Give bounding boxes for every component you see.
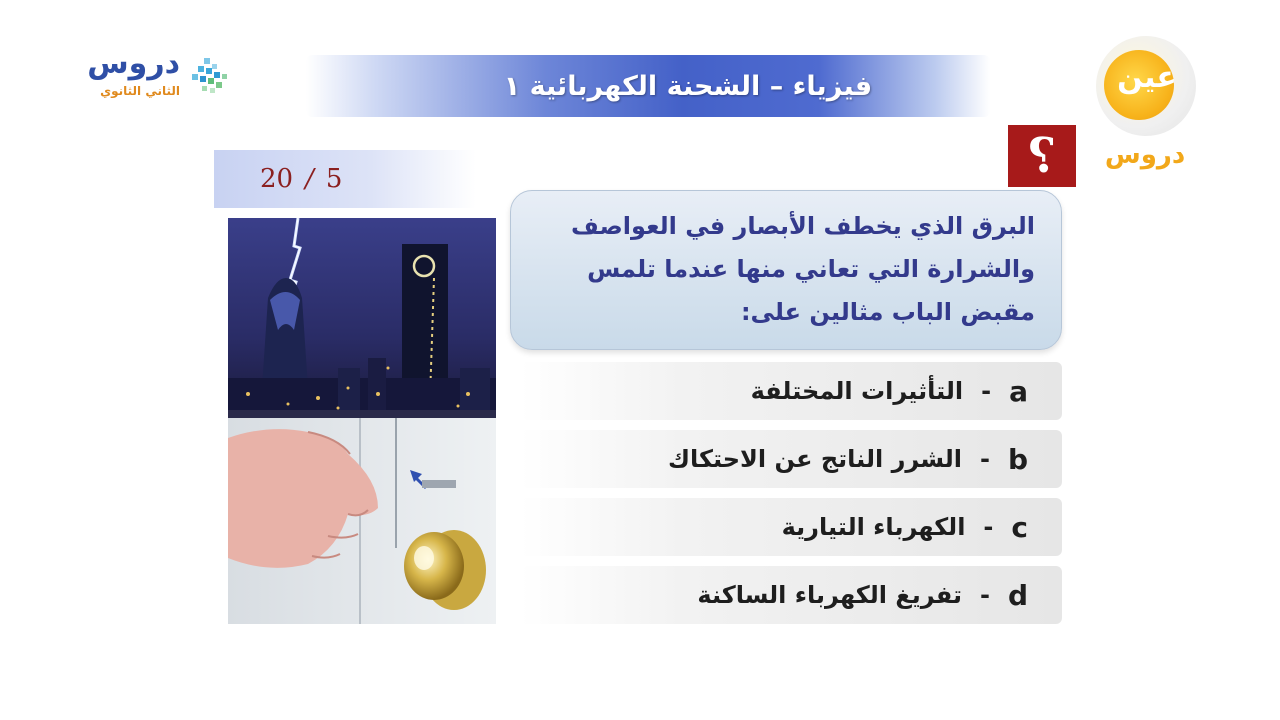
lesson-title-banner	[306, 55, 990, 117]
lightning-doorknob-image	[228, 218, 496, 624]
option-d[interactable]	[520, 566, 1062, 624]
question-illustration	[228, 218, 496, 624]
slide-separator: /	[305, 164, 314, 194]
slide-total: 20	[260, 164, 294, 194]
option-c-letter: c	[1011, 510, 1028, 544]
question-box	[510, 190, 1062, 350]
logo-left-word: دروس	[87, 46, 180, 81]
option-c-dash: -	[983, 513, 994, 541]
option-a[interactable]	[520, 362, 1062, 420]
option-d-text: تفريغ الكهرباء الساكنة	[697, 581, 962, 609]
logo-right-word: دروس	[1104, 140, 1186, 170]
dots-logo-icon	[184, 56, 236, 98]
option-b-dash: -	[979, 445, 990, 473]
logo-left-subtitle: الثاني الثانوي	[100, 84, 180, 98]
logo-right-emblem-text: عين	[1117, 60, 1177, 95]
lesson-title: فيزياء – الشحنة الكهربائية ١	[503, 70, 873, 102]
option-d-dash: -	[979, 581, 990, 609]
option-a-text: التأثيرات المختلفة	[750, 377, 964, 405]
question-mark-icon: ?	[1027, 128, 1057, 184]
slide-counter	[214, 150, 476, 208]
option-a-dash: -	[981, 377, 992, 405]
slide-current: 5	[325, 164, 343, 194]
option-c[interactable]	[520, 498, 1062, 556]
channel-logo-left	[78, 46, 238, 108]
option-c-text: الكهرباء التيارية	[781, 513, 966, 541]
option-b-text: الشرر الناتج عن الاحتكاك	[668, 445, 962, 473]
question-mark-badge	[1008, 125, 1076, 187]
option-a-letter: a	[1009, 374, 1028, 408]
option-d-letter: d	[1007, 578, 1028, 612]
channel-logo-right	[1090, 36, 1200, 176]
question-text: البرق الذي يخطف الأبصار في العواصف والشرارة التي تعاني منها عندما تلمس مقبض الباب مثالين على:	[571, 212, 1035, 326]
option-b-letter: b	[1007, 442, 1028, 476]
option-b[interactable]	[520, 430, 1062, 488]
